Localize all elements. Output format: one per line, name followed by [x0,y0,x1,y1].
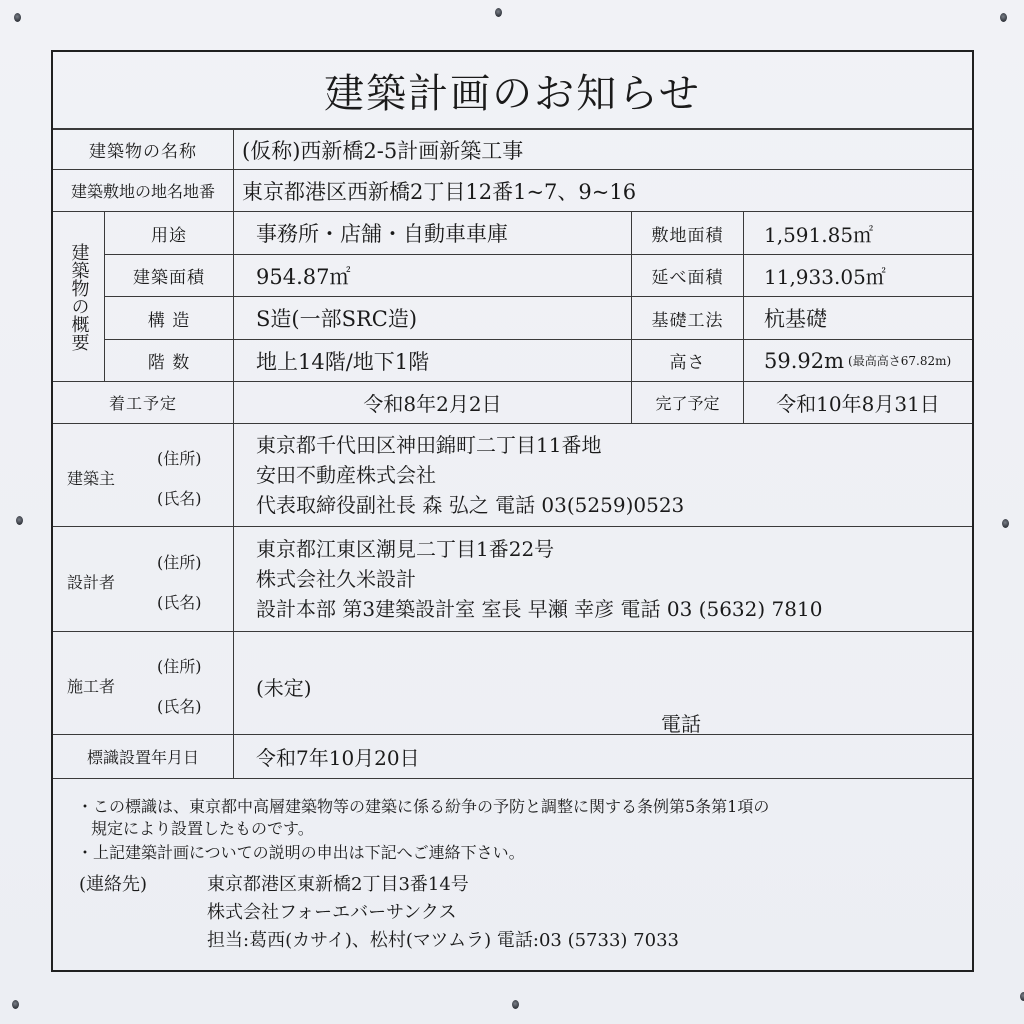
owner-label-cell [53,424,234,527]
designer-company: 株式会社久米設計 [256,567,416,591]
floors-label: 階 数 [105,340,234,382]
designer-address: 東京都江東区潮見二丁目1番22号 [256,537,555,561]
owner-address: 東京都千代田区神田錦町二丁目11番地 [256,433,602,457]
contact-address: 東京都港区東新橋2丁目3番14号 [207,874,469,895]
contractor-label: 施工者 [67,677,116,696]
contractor-info [234,632,972,735]
designer-address-label: (住所) [157,553,202,572]
height-cell [744,340,972,382]
owner-label: 建築主 [67,469,116,488]
building-area-value: 954.87㎡ [234,255,632,297]
owner-info [234,424,972,527]
screw-icon [512,1000,519,1009]
usage-label: 用途 [105,212,234,255]
owner-company: 安田不動産株式会社 [256,463,436,487]
building-name-value: (仮称)西新橋2-5計画新築工事 [234,130,972,170]
note-line-3: ・上記建築計画についての説明の申出は下記へご連絡下さい。 [77,843,525,862]
foundation-label: 基礎工法 [632,297,744,340]
screw-icon [1002,519,1009,528]
height-value: 59.92m [764,348,845,373]
designer-representative: 設計本部 第3建築設計室 室長 早瀬 幸彦 電話 03 (5632) 7810 [256,597,823,621]
site-area-value: 1,591.85㎡ [744,212,972,255]
contact-person: 担当:葛西(カサイ)、松村(マツムラ) 電話:03 (5733) 7033 [207,930,679,951]
contractor-name-label: (氏名) [157,697,202,716]
screw-icon [14,13,21,22]
screw-icon [1020,992,1024,1001]
usage-value: 事務所・店舗・自動車車庫 [234,212,632,255]
contractor-label-cell [53,632,234,735]
note-line-2: 規定により設置したものです。 [91,819,314,838]
designer-label: 設計者 [67,573,116,592]
designer-name-label: (氏名) [157,593,202,612]
notes-section [53,779,972,970]
end-value: 令和10年8月31日 [744,382,972,424]
overview-group-label [53,212,105,382]
page-title: 建築計画のお知らせ [53,52,972,130]
start-label: 着工予定 [53,382,234,424]
overview-group-text: 建築物の概要 [68,242,90,351]
site-address-label: 建築敷地の地名地番 [53,170,234,212]
max-height-note: (最高高さ67.82m) [848,354,952,368]
site-address-value: 東京都港区西新橋2丁目12番1~7、9~16 [234,170,972,212]
floor-area-label: 延べ面積 [632,255,744,297]
site-area-label: 敷地面積 [632,212,744,255]
structure-label: 構 造 [105,297,234,340]
contractor-phone-label: 電話 [661,712,701,736]
notice-frame [51,50,974,972]
start-value: 令和8年2月2日 [234,382,632,424]
building-area-label: 建築面積 [105,255,234,297]
note-line-1: ・この標識は、東京都中高層建築物等の建築に係る紛争の予防と調整に関する条例第5条第1項の [77,797,770,816]
structure-value: S造(一部SRC造) [234,297,632,340]
screw-icon [495,8,502,17]
contact-label: (連絡先) [79,874,148,895]
screw-icon [16,516,23,525]
contractor-value: (未定) [256,676,312,700]
screw-icon [1000,13,1007,22]
foundation-value: 杭基礎 [744,297,972,340]
floor-area-value: 11,933.05㎡ [744,255,972,297]
floors-value: 地上14階/地下1階 [234,340,632,382]
contractor-address-label: (住所) [157,657,202,676]
screw-icon [12,1000,19,1009]
designer-label-cell [53,527,234,632]
building-name-label: 建築物の名称 [53,130,234,170]
end-label: 完了予定 [632,382,744,424]
contact-company: 株式会社フォーエバーサンクス [207,902,457,923]
sign-date-label: 標識設置年月日 [53,735,234,779]
height-label: 高さ [632,340,744,382]
designer-info [234,527,972,632]
owner-name-label: (氏名) [157,489,202,508]
owner-representative: 代表取締役副社長 森 弘之 電話 03(5259)0523 [256,493,685,517]
sign-date-value: 令和7年10月20日 [234,735,972,779]
owner-address-label: (住所) [157,449,202,468]
